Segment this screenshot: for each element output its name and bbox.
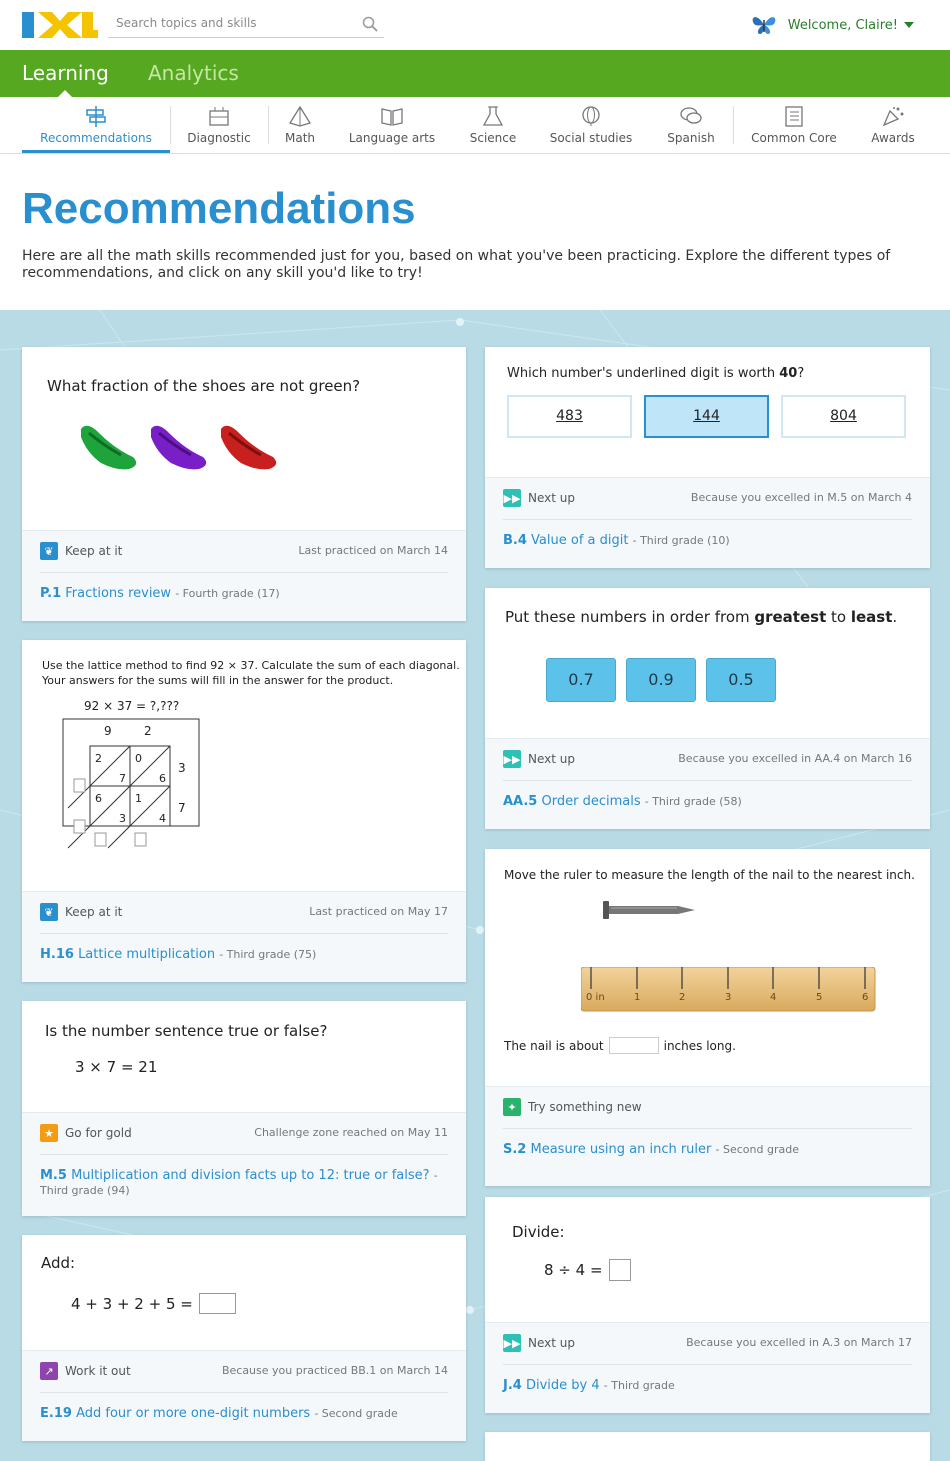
- cell-digit: 3: [119, 812, 126, 825]
- subnav-diagnostic[interactable]: [172, 97, 266, 153]
- cell-digit: 1: [135, 792, 142, 805]
- footer-divider: [40, 1154, 448, 1155]
- card-true-false[interactable]: [22, 1001, 466, 1216]
- search-input[interactable]: [108, 10, 348, 36]
- subject-nav: [0, 97, 950, 154]
- footer-divider: [40, 1392, 448, 1393]
- footer-divider: [503, 519, 912, 520]
- cell-digit: 6: [159, 772, 166, 785]
- tag-label: Next up: [528, 1336, 575, 1350]
- reason-text: Because you excelled in M.5 on March 4: [690, 491, 912, 504]
- next-up-tag: [503, 1334, 575, 1352]
- card-footer: [22, 891, 466, 982]
- skill-name: Add four or more one-digit numbers: [76, 1406, 311, 1421]
- subnav-label: Math: [284, 131, 316, 145]
- question-text: Put these numbers in order from: [505, 608, 755, 626]
- card-footer: [22, 1350, 466, 1441]
- card-question: [42, 658, 460, 688]
- chevron-down-icon: [904, 22, 914, 28]
- skill-code: M.5: [40, 1168, 67, 1183]
- skill-name: Order decimals: [541, 794, 641, 809]
- pyramid-icon: [288, 105, 312, 127]
- subnav-spanish[interactable]: [658, 97, 724, 153]
- skill-grade: - Fourth grade (17): [175, 587, 280, 600]
- math-expression: [71, 1293, 236, 1314]
- skill-code: H.16: [40, 947, 74, 962]
- next-up-tag: [503, 489, 575, 507]
- card-question: Move the ruler to measure the length of the nail to the nearest inch.: [504, 868, 915, 882]
- answer-box[interactable]: [95, 833, 106, 846]
- go-for-gold-tag: [40, 1124, 132, 1142]
- ruler-label: 4: [770, 992, 777, 1003]
- skill-grade: - Third grade (75): [219, 948, 317, 961]
- tag-label: Next up: [528, 491, 575, 505]
- draggable-number[interactable]: 0.5: [706, 658, 776, 702]
- sparkle-icon: ✦: [503, 1098, 521, 1116]
- cell-digit: 6: [95, 792, 102, 805]
- skill-link[interactable]: [503, 533, 912, 548]
- skill-link[interactable]: [503, 794, 912, 809]
- skill-code: B.4: [503, 533, 527, 548]
- question-bold: greatest: [754, 608, 827, 626]
- footer-divider: [503, 780, 912, 781]
- svg-text:IXL: IXL: [22, 10, 24, 11]
- reason-text: Last practiced on May 17: [309, 905, 448, 918]
- keep-at-it-tag: [40, 903, 122, 921]
- instruction-line: Your answers for the sums will fill in the answer for the product.: [42, 674, 394, 687]
- answer-input[interactable]: [609, 1259, 631, 1281]
- main-tabs: [0, 50, 950, 97]
- fast-forward-icon: ▶▶: [503, 1334, 521, 1352]
- active-underline: [22, 150, 170, 153]
- answer-choice-selected[interactable]: 144: [644, 395, 769, 438]
- subnav-awards[interactable]: [862, 97, 924, 153]
- ruler-label: 1: [634, 992, 641, 1003]
- card-footer: [485, 1322, 930, 1413]
- expression-text: 4 + 3 + 2 + 5 =: [71, 1294, 193, 1313]
- subnav-label: Diagnostic: [187, 131, 251, 145]
- lattice-grid: [62, 718, 202, 856]
- card-footer: [22, 1112, 466, 1216]
- cell-digit: 4: [159, 812, 166, 825]
- skill-link[interactable]: [503, 1378, 912, 1393]
- book-icon: [380, 105, 404, 127]
- footer-divider: [503, 1128, 912, 1129]
- skill-code: S.2: [503, 1142, 527, 1157]
- subnav-label: Awards: [871, 131, 915, 145]
- instruction-line: Use the lattice method to find 92 × 37. Calculate the sum of each diagonal.: [42, 659, 460, 672]
- card-question: Is the number sentence true or false?: [45, 1022, 328, 1040]
- subnav-label: Common Core: [751, 131, 837, 145]
- nail-image: [603, 899, 698, 921]
- skill-link[interactable]: [40, 947, 448, 962]
- answer-choice[interactable]: 804: [781, 395, 906, 438]
- divider: [170, 106, 171, 144]
- card-divide[interactable]: [485, 1197, 930, 1413]
- card-question: What fraction of the shoes are not green?: [47, 377, 361, 395]
- skill-code: AA.5: [503, 794, 538, 809]
- card-digit-value[interactable]: [485, 347, 930, 568]
- butterfly-avatar-icon: [750, 12, 778, 38]
- lattice-equation: 92 × 37 = ?,???: [84, 699, 180, 713]
- footer-divider: [503, 1364, 912, 1365]
- card-footer: [485, 1086, 930, 1186]
- speech-bubbles-icon: [679, 105, 703, 127]
- ruler[interactable]: [581, 967, 877, 1015]
- divider: [268, 106, 269, 144]
- skill-code: J.4: [503, 1378, 522, 1393]
- globe-icon: [579, 105, 603, 127]
- subnav-math[interactable]: [270, 97, 330, 153]
- divider: [733, 106, 734, 144]
- arrows-icon: ↗: [40, 1362, 58, 1380]
- page-title: Recommendations: [22, 184, 416, 233]
- search-box: [108, 10, 384, 38]
- subnav-science[interactable]: [460, 97, 526, 153]
- reason-text: Because you excelled in A.3 on March 17: [686, 1336, 912, 1349]
- reason-text: Because you practiced BB.1 on March 14: [221, 1364, 448, 1377]
- question-end: ?: [797, 366, 805, 381]
- skill-name: Multiplication and division facts up to 12: true or false?: [71, 1168, 430, 1183]
- subnav-label: Spanish: [667, 131, 715, 145]
- subnav-social-studies[interactable]: [542, 97, 640, 153]
- top-header: [0, 0, 950, 50]
- user-menu[interactable]: [750, 12, 914, 38]
- top-digit: 2: [144, 724, 152, 738]
- side-digit: 3: [178, 761, 186, 775]
- tag-label: Keep at it: [65, 544, 123, 558]
- card-footer: [485, 477, 930, 568]
- card-partial[interactable]: [485, 1432, 930, 1461]
- shoes-image: [77, 417, 287, 477]
- side-digit: 7: [178, 801, 186, 815]
- question-bold: least: [850, 608, 893, 626]
- answer-text: The nail is about: [504, 1038, 604, 1053]
- skill-name: Lattice multiplication: [78, 947, 216, 962]
- question-end: .: [892, 608, 898, 626]
- skill-code: E.19: [40, 1406, 72, 1421]
- question-text: Which number's underlined digit is worth: [507, 366, 780, 381]
- ruler-label: 5: [816, 992, 823, 1003]
- keep-at-it-tag: [40, 542, 122, 560]
- question-bold: 40: [779, 366, 798, 381]
- skill-grade: - Third grade: [603, 1379, 675, 1392]
- recommendations-area: [0, 310, 950, 1461]
- skill-grade: - Third grade (94): [40, 1169, 438, 1197]
- card-question: Add:: [41, 1254, 76, 1272]
- skill-code: P.1: [40, 586, 62, 601]
- question-text: to: [826, 608, 851, 626]
- skill-grade: - Second grade: [314, 1407, 398, 1420]
- tag-label: Keep at it: [65, 905, 123, 919]
- card-add[interactable]: [22, 1235, 466, 1441]
- skill-name: Measure using an inch ruler: [530, 1142, 712, 1157]
- skill-grade: - Third grade (10): [632, 534, 730, 547]
- flask-icon: [481, 105, 505, 127]
- ruler-label: 0 in: [586, 992, 605, 1003]
- search-icon[interactable]: [362, 16, 378, 32]
- subnav-language-arts[interactable]: [340, 97, 444, 153]
- skill-grade: - Second grade: [715, 1143, 799, 1156]
- skill-link[interactable]: [503, 1142, 912, 1157]
- subnav-label: Social studies: [549, 131, 633, 145]
- gauge-icon: [207, 105, 231, 127]
- card-question: [505, 608, 897, 626]
- fast-forward-icon: ▶▶: [503, 489, 521, 507]
- skill-link[interactable]: [40, 1406, 448, 1421]
- card-footer: [485, 738, 930, 829]
- tab-learning[interactable]: Learning: [22, 61, 109, 85]
- skill-name: Value of a digit: [531, 533, 629, 548]
- answer-input[interactable]: [199, 1293, 236, 1314]
- card-question: Divide:: [512, 1223, 565, 1241]
- card-order-decimals[interactable]: [485, 588, 930, 829]
- welcome-text: Welcome, Claire!: [787, 17, 898, 33]
- answer-box[interactable]: [135, 833, 146, 846]
- skill-name: Fractions review: [65, 586, 172, 601]
- subnav-recommendations[interactable]: [22, 97, 170, 153]
- draggable-number[interactable]: 0.9: [626, 658, 696, 702]
- shoe: [221, 426, 276, 470]
- cell-digit: 7: [119, 772, 126, 785]
- confetti-icon: [881, 105, 905, 127]
- ruler-label: 3: [725, 992, 732, 1003]
- sprout-icon: ❦: [40, 903, 58, 921]
- number-sentence: 3 × 7 = 21: [75, 1058, 158, 1076]
- fast-forward-icon: ▶▶: [503, 750, 521, 768]
- footer-divider: [40, 933, 448, 934]
- active-tab-notch: [58, 90, 72, 97]
- tag-label: Next up: [528, 752, 575, 766]
- shoe: [151, 426, 206, 470]
- tag-label: Work it out: [65, 1364, 131, 1378]
- tab-analytics[interactable]: Analytics: [148, 61, 239, 85]
- medal-icon: ★: [40, 1124, 58, 1142]
- math-expression: [544, 1259, 631, 1281]
- answer-input[interactable]: [609, 1037, 659, 1054]
- skill-link[interactable]: [40, 586, 448, 601]
- card-question: [507, 366, 804, 381]
- ruler-label: 2: [679, 992, 686, 1003]
- card-lattice[interactable]: [22, 640, 466, 982]
- subnav-label: Recommendations: [40, 131, 152, 145]
- subnav-label: Science: [469, 131, 517, 145]
- ixl-logo[interactable]: [22, 10, 98, 40]
- tag-label: Try something new: [528, 1100, 642, 1114]
- subnav-common-core[interactable]: [742, 97, 846, 153]
- page-intro: Here are all the math skills recommended just for you, based on what you've been practicing. Explore the different types of recommendations, and click on any skill you'd like to try!: [22, 248, 891, 281]
- draggable-number[interactable]: 0.7: [546, 658, 616, 702]
- try-something-new-tag: [503, 1098, 642, 1116]
- card-footer: [22, 530, 466, 621]
- skill-grade: - Third grade (58): [644, 795, 742, 808]
- reason-text: Because you excelled in AA.4 on March 16: [678, 752, 912, 765]
- skill-link[interactable]: [40, 1168, 448, 1198]
- answer-box[interactable]: [74, 779, 85, 792]
- ruler-label: 6: [862, 992, 869, 1003]
- sprout-icon: ❦: [40, 542, 58, 560]
- subnav-label: Language arts: [348, 131, 436, 145]
- top-digit: 9: [104, 724, 112, 738]
- expression-text: 8 ÷ 4 =: [544, 1261, 603, 1279]
- answer-text: inches long.: [663, 1038, 736, 1053]
- cell-digit: 0: [135, 752, 142, 765]
- lightbulb-signpost-icon: [84, 105, 108, 127]
- card-ruler[interactable]: [485, 849, 930, 1186]
- reason-text: Challenge zone reached on May 11: [254, 1126, 448, 1139]
- next-up-tag: [503, 750, 575, 768]
- answer-line: [504, 1037, 736, 1054]
- answer-box[interactable]: [74, 820, 85, 833]
- card-fractions[interactable]: [22, 347, 466, 621]
- reason-text: Last practiced on March 14: [298, 544, 448, 557]
- skill-name: Divide by 4: [525, 1378, 600, 1393]
- footer-divider: [40, 572, 448, 573]
- work-it-out-tag: [40, 1362, 131, 1380]
- cell-digit: 2: [95, 752, 102, 765]
- tag-label: Go for gold: [65, 1126, 132, 1140]
- shoe: [81, 426, 136, 470]
- answer-choice[interactable]: 483: [507, 395, 632, 438]
- checklist-icon: [782, 105, 806, 127]
